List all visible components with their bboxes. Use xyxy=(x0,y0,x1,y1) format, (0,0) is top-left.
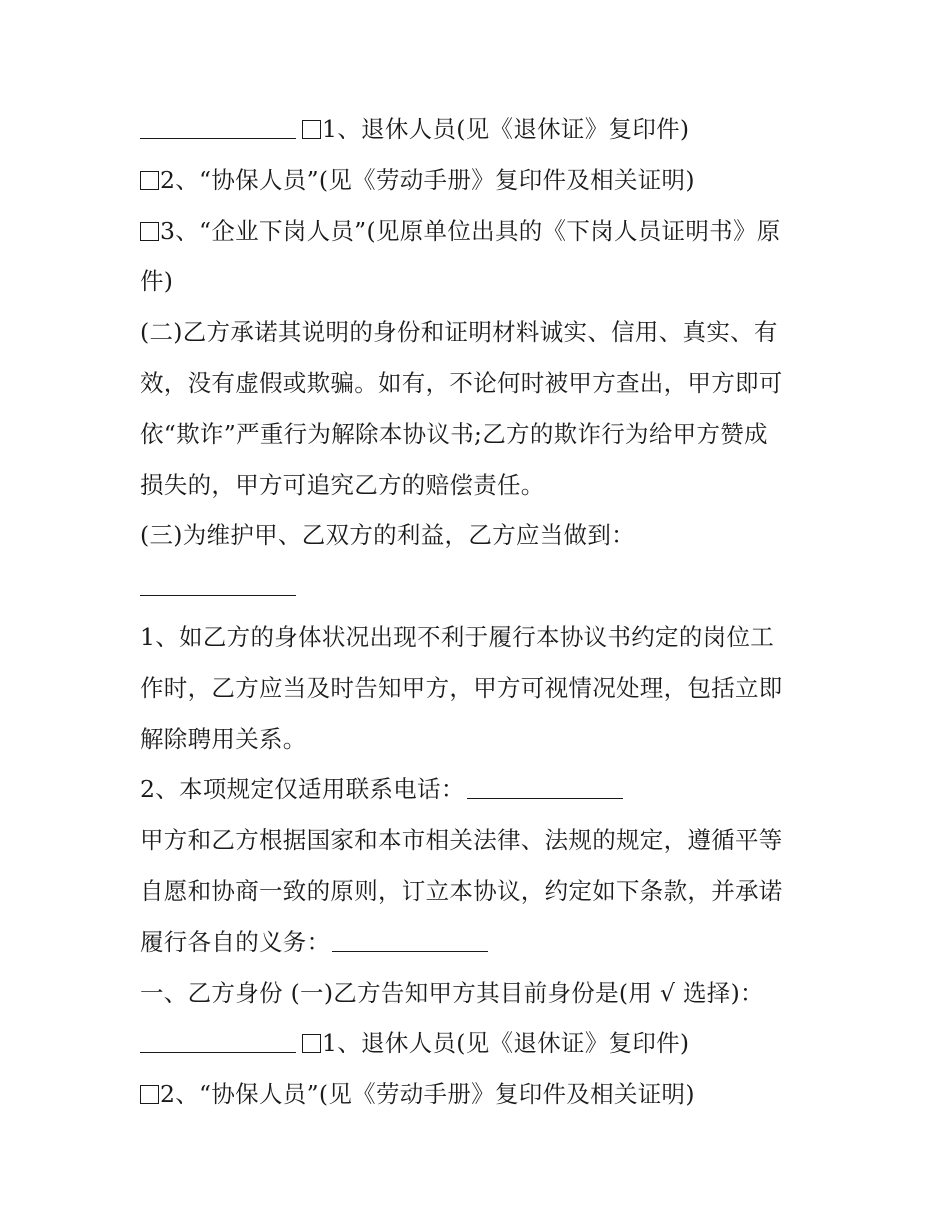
doc-line xyxy=(140,612,820,663)
doc-line xyxy=(140,714,820,765)
checkbox[interactable] xyxy=(140,1085,159,1104)
line-text: 效，没有虚假或欺骗。如有，不论何时被甲方查出，甲方即可 xyxy=(140,368,783,397)
doc-line xyxy=(140,206,820,257)
line-text: 2、“协保人员”(见《劳动手册》复印件及相关证明) xyxy=(160,165,695,194)
checkbox[interactable] xyxy=(140,222,159,241)
line-text: 自愿和协商一致的原则，订立本协议，约定如下条款，并承诺 xyxy=(140,876,783,905)
doc-line xyxy=(140,1069,820,1120)
line-text: 1、如乙方的身体状况出现不利于履行本协议书约定的岗位工 xyxy=(140,622,775,651)
line-text: (三)为维护甲、乙双方的利益，乙方应当做到： xyxy=(140,521,635,550)
line-text: 1、退休人员(见《退休证》复印件) xyxy=(322,1029,690,1058)
doc-line xyxy=(140,104,820,155)
fill-blank[interactable] xyxy=(140,110,296,139)
line-text: 件) xyxy=(140,267,174,296)
checkbox[interactable] xyxy=(302,120,321,139)
doc-line xyxy=(140,307,820,358)
line-text: 2、本项规定仅适用联系电话： xyxy=(140,775,465,804)
line-text: 损失的，甲方可追究乙方的赔偿责任。 xyxy=(140,470,545,499)
doc-line xyxy=(140,866,820,917)
doc-line xyxy=(140,460,820,511)
checkbox[interactable] xyxy=(302,1034,321,1053)
fill-blank[interactable] xyxy=(140,567,296,596)
doc-line xyxy=(140,155,820,206)
line-text: 履行各自的义务： xyxy=(140,927,331,956)
doc-line xyxy=(140,917,820,968)
fill-blank[interactable] xyxy=(140,1024,296,1053)
line-text: (二)乙方承诺其说明的身份和证明材料诚实、信用、真实、有 xyxy=(140,318,778,347)
line-text: 依“欺诈”严重行为解除本协议书;乙方的欺诈行为给甲方赞成 xyxy=(140,419,768,448)
doc-line xyxy=(140,358,820,409)
document-page xyxy=(140,104,820,1120)
doc-line xyxy=(140,256,820,307)
doc-line xyxy=(140,409,820,460)
doc-line xyxy=(140,764,820,815)
line-text: 3、“企业下岗人员”(见原单位出具的《下岗人员证明书》原 xyxy=(160,216,781,245)
fill-blank[interactable] xyxy=(332,923,488,952)
line-text: 作时，乙方应当及时告知甲方，甲方可视情况处理，包括立即 xyxy=(140,673,783,702)
doc-line xyxy=(140,968,820,1019)
doc-line xyxy=(140,815,820,866)
checkbox[interactable] xyxy=(140,171,159,190)
line-text: 一、乙方身份 (一)乙方告知甲方其目前身份是(用 √ 选择)： xyxy=(140,978,764,1007)
doc-line xyxy=(140,510,820,561)
line-text: 解除聘用关系。 xyxy=(140,724,307,753)
line-text: 2、“协保人员”(见《劳动手册》复印件及相关证明) xyxy=(160,1080,695,1109)
doc-line xyxy=(140,663,820,714)
doc-line xyxy=(140,561,820,612)
line-text: 甲方和乙方根据国家和本市相关法律、法规的规定，遵循平等 xyxy=(140,826,783,855)
doc-line xyxy=(140,1018,820,1069)
line-text: 1、退休人员(见《退休证》复印件) xyxy=(322,115,690,143)
fill-blank[interactable] xyxy=(467,770,623,799)
